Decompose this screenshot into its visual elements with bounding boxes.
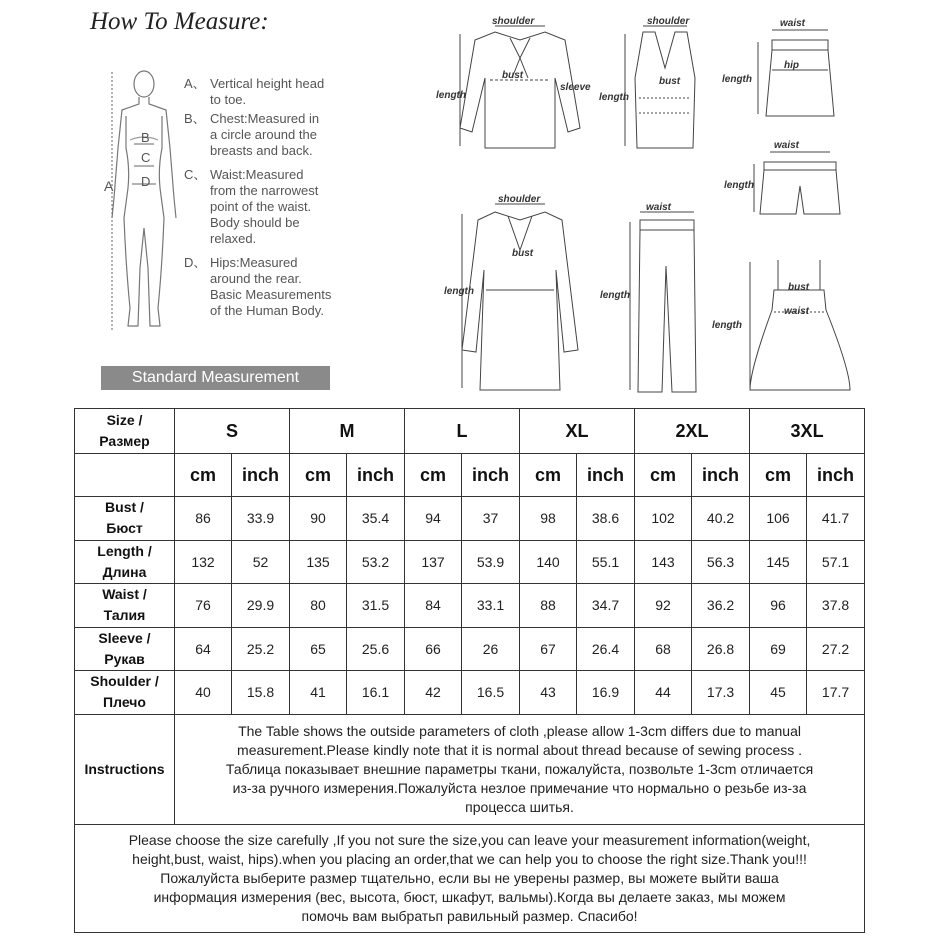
unit-label: cm (290, 454, 347, 497)
label-length: length (712, 320, 742, 331)
table-cell: 37 (462, 497, 520, 541)
table-cell: 45 (750, 671, 807, 715)
unit-label: cm (635, 454, 692, 497)
unit-label: cm (175, 454, 232, 497)
page-title: How To Measure: (90, 8, 269, 35)
blouse-diagram (436, 16, 600, 158)
table-cell: 143 (635, 540, 692, 584)
table-cell: 34.7 (577, 584, 635, 628)
table-cell: 25.2 (232, 627, 290, 671)
label-length: length (436, 90, 466, 101)
table-cell: 33.1 (462, 584, 520, 628)
table-cell: 26 (462, 627, 520, 671)
unit-label: cm (750, 454, 807, 497)
unit-label: inch (577, 454, 635, 497)
table-cell: 25.6 (347, 627, 405, 671)
size-note-text: Please choose the size carefully ,If you not sure the size,you can leave your measurement information(weight, height,bust, waist, hips).when you placing an order,that we can help you to choose the right size.Thank you!!! Пожалуйста выберите размер тщательно, если вы не уверены размер, вы можете выйти ваша информация измерения (вес, высота, бюст, шкафут, вальмы).Когда вы делаете заказ, мы можем помочь вам выбратьп равильный размер. Спасибо! (75, 824, 865, 932)
legend-text: Hips:Measured around the rear. Basic Measurements of the Human Body. (210, 255, 332, 318)
table-cell: 27.2 (807, 627, 865, 671)
table-cell: 65 (290, 627, 347, 671)
table-cell: 53.2 (347, 540, 405, 584)
size-label: XL (520, 409, 635, 454)
legend-key: C、 (184, 167, 207, 182)
legend-item-a (186, 76, 336, 108)
unit-header-row (75, 454, 865, 497)
table-cell: 102 (635, 497, 692, 541)
legend-key: D、 (184, 255, 207, 270)
legend-text: Chest:Measured in a circle around the breasts and back. (210, 111, 320, 158)
size-label: S (175, 409, 290, 454)
row-label: Shoulder / Плечо (75, 671, 175, 715)
table-cell: 96 (750, 584, 807, 628)
table-cell: 42 (405, 671, 462, 715)
label-hip: hip (784, 60, 799, 71)
table-cell: 29.9 (232, 584, 290, 628)
table-cell: 88 (520, 584, 577, 628)
label-sleeve: sleeve (560, 82, 591, 93)
unit-label: inch (232, 454, 290, 497)
label-shoulder: shoulder (498, 194, 541, 205)
table-cell: 40 (175, 671, 232, 715)
trousers-diagram (600, 196, 720, 400)
table-cell: 43 (520, 671, 577, 715)
dress-diagram (712, 250, 860, 400)
label-shoulder: shoulder (647, 16, 690, 27)
table-row (75, 540, 865, 584)
label-length: length (722, 74, 752, 85)
row-label: Bust / Бюст (75, 497, 175, 541)
unit-label: cm (520, 454, 577, 497)
label-waist: waist (784, 306, 810, 317)
table-cell: 53.9 (462, 540, 520, 584)
table-cell: 16.1 (347, 671, 405, 715)
table-cell: 94 (405, 497, 462, 541)
instructions-label: Instructions (75, 714, 175, 824)
label-bust: bust (512, 248, 534, 259)
table-cell: 52 (232, 540, 290, 584)
label-waist: waist (646, 202, 672, 213)
standard-measurement-banner: Standard Measurement (101, 366, 330, 390)
instructions-row (75, 714, 865, 824)
row-label: Sleeve / Рукав (75, 627, 175, 671)
unit-label: inch (462, 454, 520, 497)
table-cell: 40.2 (692, 497, 750, 541)
label-bust: bust (788, 282, 810, 293)
size-label: 2XL (635, 409, 750, 454)
table-cell: 38.6 (577, 497, 635, 541)
table-cell: 36.2 (692, 584, 750, 628)
size-label: M (290, 409, 405, 454)
table-cell: 17.3 (692, 671, 750, 715)
table-cell: 41 (290, 671, 347, 715)
unit-label: cm (405, 454, 462, 497)
table-cell: 76 (175, 584, 232, 628)
legend-text: Vertical height head to toe. (210, 76, 325, 107)
table-cell: 64 (175, 627, 232, 671)
unit-label: inch (807, 454, 865, 497)
label-length: length (724, 180, 754, 191)
table-cell: 132 (175, 540, 232, 584)
table-cell: 66 (405, 627, 462, 671)
empty-cell (75, 454, 175, 497)
size-table (74, 408, 865, 933)
label-length: length (444, 286, 474, 297)
table-cell: 86 (175, 497, 232, 541)
row-label: Length / Длина (75, 540, 175, 584)
table-cell: 106 (750, 497, 807, 541)
label-bust: bust (659, 76, 681, 87)
skirt-diagram (722, 16, 850, 126)
table-cell: 31.5 (347, 584, 405, 628)
table-cell: 33.9 (232, 497, 290, 541)
label-d: D (141, 174, 151, 189)
table-cell: 56.3 (692, 540, 750, 584)
table-cell: 26.8 (692, 627, 750, 671)
table-cell: 41.7 (807, 497, 865, 541)
table-cell: 90 (290, 497, 347, 541)
size-label: L (405, 409, 520, 454)
table-row (75, 584, 865, 628)
table-cell: 35.4 (347, 497, 405, 541)
table-cell: 145 (750, 540, 807, 584)
shorts-diagram (724, 140, 850, 220)
table-cell: 98 (520, 497, 577, 541)
table-row (75, 627, 865, 671)
table-cell: 67 (520, 627, 577, 671)
tank-top-diagram (599, 16, 715, 158)
table-cell: 17.7 (807, 671, 865, 715)
table-cell: 16.9 (577, 671, 635, 715)
table-cell: 55.1 (577, 540, 635, 584)
table-cell: 68 (635, 627, 692, 671)
table-cell: 84 (405, 584, 462, 628)
table-cell: 140 (520, 540, 577, 584)
label-a: A (104, 178, 114, 194)
label-waist: waist (780, 18, 806, 29)
coat-diagram (440, 190, 600, 400)
human-body-figure (104, 68, 184, 338)
size-label: 3XL (750, 409, 865, 454)
label-c: C (141, 150, 151, 165)
label-length: length (599, 92, 629, 103)
instructions-text: The Table shows the outside parameters of cloth ,please allow 1-3cm differs due to manual measurement.Please kindly note that it is normal about thread because of sewing process . Таблица показывает внешние параметры ткани, пожалуйста, позвольте 1-3cm отличается из-за ручного измерения.Пожалуйста незлое примечание что нормально о резьбе из-за процесса шитья. (175, 714, 865, 824)
table-cell: 16.5 (462, 671, 520, 715)
table-row (75, 671, 865, 715)
note-row (75, 824, 865, 932)
table-cell: 80 (290, 584, 347, 628)
table-cell: 137 (405, 540, 462, 584)
table-cell: 26.4 (577, 627, 635, 671)
legend-key: B、 (184, 111, 206, 126)
legend-item-b (186, 111, 336, 159)
label-shoulder: shoulder (492, 16, 535, 27)
table-cell: 69 (750, 627, 807, 671)
table-cell: 135 (290, 540, 347, 584)
legend-key: A、 (184, 76, 206, 91)
legend-item-d (186, 255, 336, 319)
table-cell: 37.8 (807, 584, 865, 628)
label-waist: waist (774, 140, 800, 151)
legend-text: Waist:Measured from the narrowest point of the waist. Body should be relaxed. (210, 167, 319, 246)
size-corner-label: Size / Размер (75, 409, 175, 454)
legend-item-c (186, 167, 336, 247)
table-cell: 92 (635, 584, 692, 628)
table-cell: 44 (635, 671, 692, 715)
unit-label: inch (347, 454, 405, 497)
size-header-row (75, 409, 865, 454)
table-row (75, 497, 865, 541)
label-b: B (141, 130, 150, 145)
table-cell: 57.1 (807, 540, 865, 584)
row-label: Waist / Талия (75, 584, 175, 628)
label-length: length (600, 290, 630, 301)
table-cell: 15.8 (232, 671, 290, 715)
label-bust: bust (502, 70, 524, 81)
unit-label: inch (692, 454, 750, 497)
